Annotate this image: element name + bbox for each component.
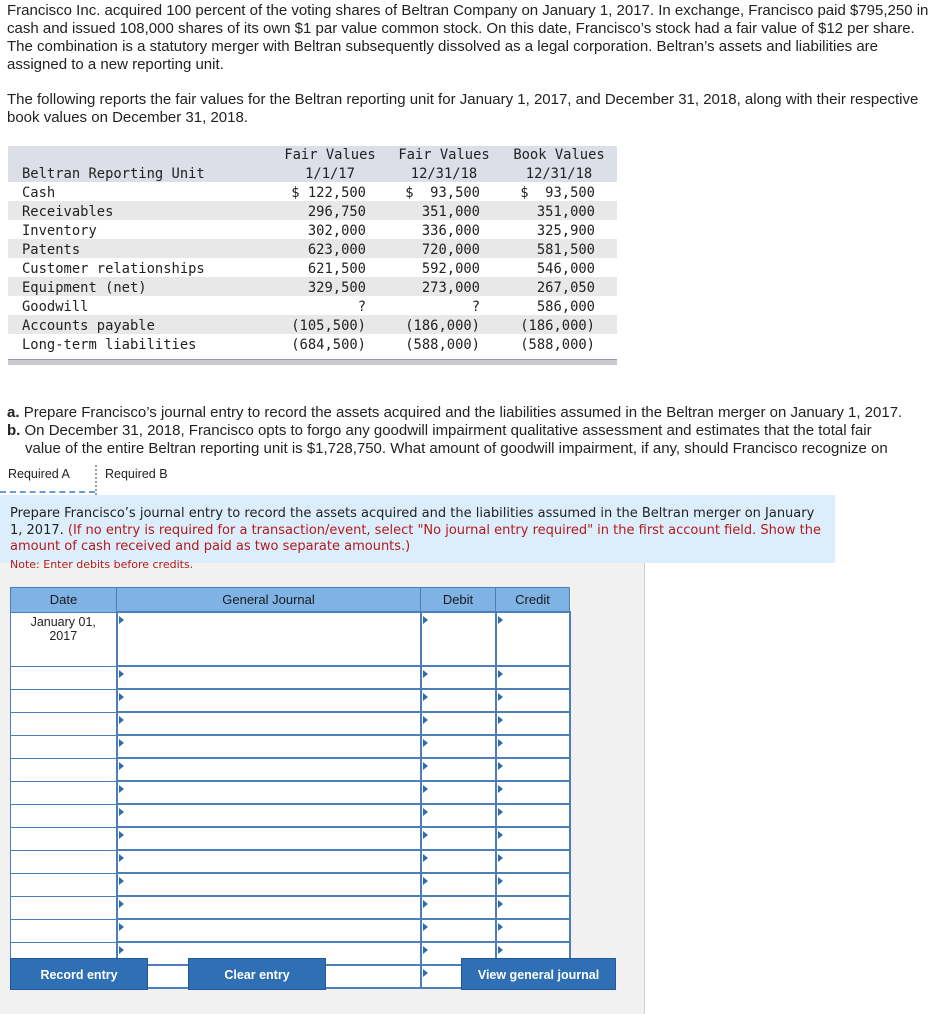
fair-value-2018: 592,000 [421,261,480,277]
fair-value-2017: $ 122,500 [291,185,366,201]
dropdown-arrow-icon [498,946,503,954]
journal-table [10,587,571,989]
row-label: Equipment (net) [22,280,147,296]
col3-head1: Book Values [513,147,605,163]
dropdown-arrow-icon [119,900,124,908]
credit-cell[interactable] [496,612,570,666]
col1-head2: 1/1/17 [305,166,355,182]
book-value-2018: (186,000) [520,318,595,334]
credit-header: Credit [496,588,570,613]
credit-cell[interactable] [496,689,570,712]
dropdown-arrow-icon [498,785,503,793]
account-cell[interactable] [117,896,421,919]
question-a: Prepare Francisco’s journal entry to record the assets acquired and the liabilities assumed in the Beltran merger on January 1, 2017. [23,404,903,421]
row-label: Goodwill [22,299,89,315]
journal-row [11,758,570,781]
journal-row [11,735,570,758]
fair-value-2018: (588,000) [405,337,480,353]
date-cell[interactable] [11,666,117,689]
instruction-main: Prepare Francisco’s journal entry to record the assets acquired and the liabilities assumed in the Beltran merger on January 1, 2017. [10,506,815,538]
credit-cell[interactable] [496,712,570,735]
debit-cell[interactable] [421,781,496,804]
debit-cell[interactable] [421,712,496,735]
dropdown-arrow-icon [423,831,428,839]
credit-cell[interactable] [496,919,570,942]
credit-cell[interactable] [496,804,570,827]
date-header: Date [11,588,117,613]
col2-head1: Fair Values [398,147,490,163]
dropdown-arrow-icon [119,693,124,701]
fair-value-2017: 623,000 [307,242,366,258]
credit-cell[interactable] [496,896,570,919]
account-cell[interactable] [117,712,421,735]
dropdown-arrow-icon [423,762,428,770]
question-b-tag: b. [7,422,21,439]
row-label: Inventory [22,223,97,239]
journal-row [11,850,570,873]
debit-cell[interactable] [421,919,496,942]
credit-cell[interactable] [496,735,570,758]
tab-required-b[interactable]: Required B [95,465,190,495]
dropdown-arrow-icon [498,854,503,862]
journal-row [11,827,570,850]
book-value-2018: 351,000 [536,204,595,220]
note-debits-credits: Note: Enter debits before credits. [10,558,194,571]
fair-value-2018: 351,000 [421,204,480,220]
book-value-2018: 325,900 [536,223,595,239]
dropdown-arrow-icon [498,900,503,908]
date-cell[interactable] [11,735,117,758]
journal-row [11,804,570,827]
question-b-cont: value of the entire Beltran reporting unit is $1,728,750. What amount of goodwill impairment, if any, should Francisco recognize on [25,440,888,457]
dropdown-arrow-icon [498,877,503,885]
fair-value-2017: (105,500) [291,318,366,334]
row-label: Cash [22,185,56,201]
account-cell[interactable] [117,781,421,804]
credit-cell[interactable] [496,850,570,873]
fair-value-2017: 329,500 [307,280,366,296]
credit-cell[interactable] [496,781,570,804]
date-cell[interactable] [11,919,117,942]
book-value-2018: 267,050 [536,280,595,296]
dropdown-arrow-icon [498,693,503,701]
dropdown-arrow-icon [423,808,428,816]
dropdown-arrow-icon [423,900,428,908]
book-value-2018: 581,500 [536,242,595,258]
fair-value-2018: 336,000 [421,223,480,239]
problem-intro-2: The following reports the fair values for the Beltran reporting unit for January 1, 2017, and December 31, 2018, along with their respective book values on December 31, 2018. [7,91,919,126]
fair-value-2017: (684,500) [291,337,366,353]
dropdown-arrow-icon [423,877,428,885]
dropdown-arrow-icon [119,808,124,816]
journal-row [11,712,570,735]
dropdown-arrow-icon [119,762,124,770]
account-cell[interactable] [117,735,421,758]
account-cell[interactable] [117,804,421,827]
dropdown-arrow-icon [423,716,428,724]
fair-value-2017: 621,500 [307,261,366,277]
credit-cell[interactable] [496,873,570,896]
account-cell[interactable] [117,850,421,873]
date-cell[interactable] [11,758,117,781]
dropdown-arrow-icon [423,616,428,624]
journal-row [11,689,570,712]
account-cell[interactable] [117,919,421,942]
questions [7,404,944,458]
credit-cell[interactable] [496,827,570,850]
book-value-2018: 586,000 [536,299,595,315]
dropdown-arrow-icon [119,616,124,624]
dropdown-arrow-icon [498,808,503,816]
account-cell[interactable] [117,873,421,896]
fair-value-2018: ? [471,299,480,315]
account-cell[interactable] [117,666,421,689]
fair-value-2018: $ 93,500 [405,185,480,201]
dropdown-arrow-icon [498,831,503,839]
date-cell[interactable] [11,612,117,666]
journal-row [11,781,570,804]
view-general-journal-button[interactable]: View general journal [461,958,616,990]
debit-cell[interactable] [421,850,496,873]
question-b: On December 31, 2018, Francisco opts to forgo any goodwill impairment qualitative assessment and estimates that the total fair [24,422,872,439]
date-cell[interactable] [11,689,117,712]
date-cell[interactable] [11,896,117,919]
debit-cell[interactable] [421,873,496,896]
dropdown-arrow-icon [423,946,428,954]
debit-header: Debit [421,588,496,613]
date-cell[interactable] [11,850,117,873]
credit-cell[interactable] [496,666,570,689]
dropdown-arrow-icon [423,739,428,747]
instruction-red: (If no entry is required for a transaction/event, select "No journal entry required" in the first account field. Show the amount of cash received and paid as two separate amounts.) [10,522,821,554]
record-entry-button[interactable]: Record entry [10,958,148,990]
dropdown-arrow-icon [498,762,503,770]
debit-cell[interactable] [421,804,496,827]
book-value-2018: $ 93,500 [520,185,595,201]
row-label: Receivables [22,204,114,220]
col1-head1: Fair Values [284,147,376,163]
debit-cell[interactable] [421,735,496,758]
fair-value-2018: (186,000) [405,318,480,334]
dropdown-arrow-icon [423,670,428,678]
date-cell[interactable] [11,781,117,804]
account-cell[interactable] [117,827,421,850]
dropdown-arrow-icon [498,670,503,678]
date-cell[interactable] [11,804,117,827]
clear-entry-button[interactable]: Clear entry [188,958,326,990]
dropdown-arrow-icon [119,923,124,931]
col3-head2: 12/31/18 [525,166,593,182]
table-bottom-rule [8,359,617,365]
date-value: January 01, 2017 [30,614,96,643]
dropdown-arrow-icon [119,946,124,954]
fair-value-table [8,146,617,366]
debit-cell[interactable] [421,827,496,850]
fair-value-2017: 296,750 [307,204,366,220]
dropdown-arrow-icon [119,716,124,724]
book-value-2018: (588,000) [520,337,595,353]
debit-cell[interactable] [421,758,496,781]
dropdown-arrow-icon [423,923,428,931]
dropdown-arrow-icon [423,693,428,701]
journal-row [11,896,570,919]
book-value-2018: 546,000 [536,261,595,277]
tab-required-a[interactable]: Required A [0,465,95,493]
debit-cell[interactable] [421,689,496,712]
general-journal-header: General Journal [117,588,421,613]
account-cell[interactable] [117,689,421,712]
row-label: Long-term liabilities [22,337,197,353]
dropdown-arrow-icon [119,739,124,747]
journal-row [11,873,570,896]
date-cell[interactable] [11,873,117,896]
account-cell[interactable] [117,612,421,666]
dropdown-arrow-icon [119,785,124,793]
journal-row [11,919,570,942]
dropdown-arrow-icon [119,670,124,678]
dropdown-arrow-icon [498,923,503,931]
journal-row [11,612,570,666]
dropdown-arrow-icon [498,716,503,724]
problem-intro: Francisco Inc. acquired 100 percent of the voting shares of Beltran Company on January 1, 2017. In exchange, Francisco paid $795,250 in cash and issued 108,000 shares of its own $1 par value common stock. On this date, Francisco’s stock had a fair value of $12 per share. The combination is a statutory merger with Beltran subsequently dissolved as a legal corporation. Beltran’s assets and liabilities are assigned to a new reporting unit. [7,2,929,73]
unit-label: Beltran Reporting Unit [22,166,205,182]
journal-row [11,666,570,689]
dropdown-arrow-icon [423,969,428,977]
row-label: Patents [22,242,81,258]
fair-value-2017: ? [357,299,366,315]
fair-value-2017: 302,000 [307,223,366,239]
date-cell[interactable] [11,827,117,850]
dropdown-arrow-icon [119,831,124,839]
dropdown-arrow-icon [498,616,503,624]
fair-value-2018: 273,000 [421,280,480,296]
row-label: Accounts payable [22,318,155,334]
col2-head2: 12/31/18 [410,166,478,182]
credit-cell[interactable] [496,758,570,781]
fair-value-2018: 720,000 [421,242,480,258]
dropdown-arrow-icon [119,854,124,862]
debit-cell[interactable] [421,612,496,666]
account-cell[interactable] [117,758,421,781]
date-cell[interactable] [11,712,117,735]
dropdown-arrow-icon [423,854,428,862]
instruction-box [0,495,835,563]
row-label: Customer relationships [22,261,205,277]
debit-cell[interactable] [421,666,496,689]
dropdown-arrow-icon [498,739,503,747]
question-a-tag: a. [7,404,20,421]
dropdown-arrow-icon [119,877,124,885]
dropdown-arrow-icon [423,785,428,793]
debit-cell[interactable] [421,896,496,919]
